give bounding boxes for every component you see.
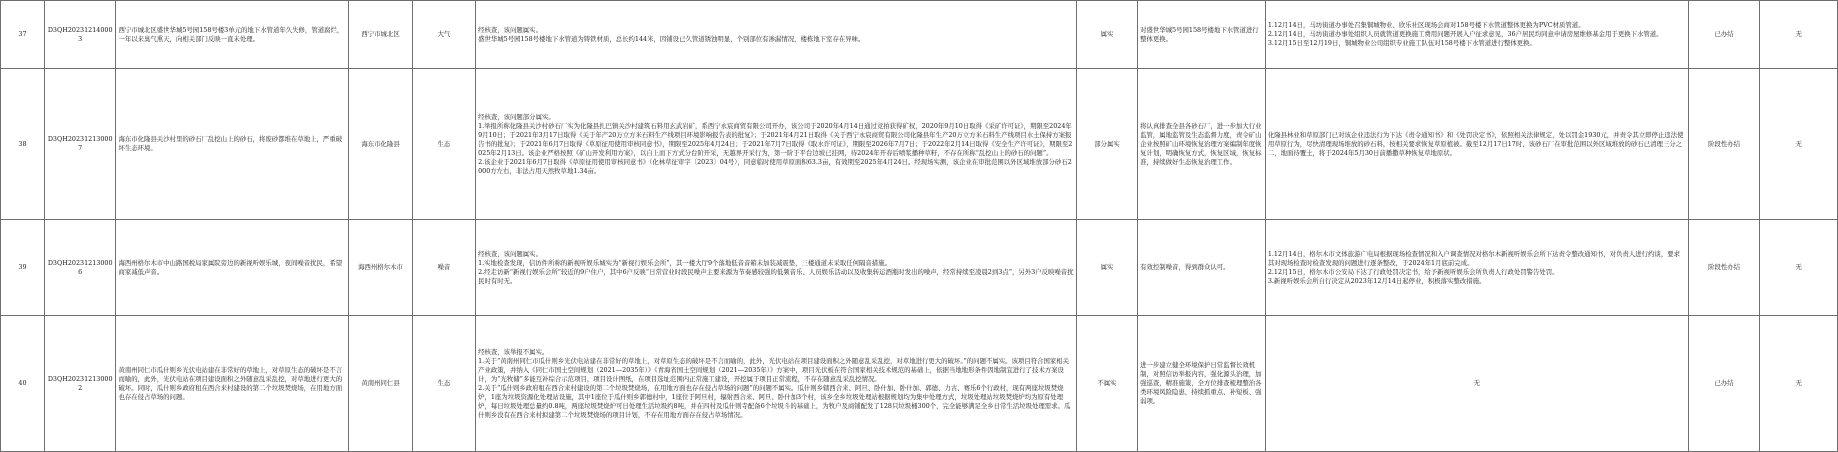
table-row — [1, 69, 1838, 220]
row-accountability: 无 — [1760, 220, 1838, 316]
row-seq: 39 — [1, 220, 45, 316]
row-check — [476, 316, 1077, 452]
table-row — [1, 316, 1838, 452]
row-proposal: 将认真排查全县各砂石厂，进一步加大行业监管，属地监管及生态监督力度，责令矿山企业按照矿山环境恢复治理方案编制年度恢复计划，明确恢复方式，恢复区域，恢复标准，持续做好生态恢复治理工作。 — [1138, 69, 1266, 220]
row-verdict: 不属实 — [1076, 316, 1137, 452]
measure-line: 3.新视听娱乐会所自行决定从2023年12月14日起停业，积极落实整改措施。 — [1267, 276, 1486, 285]
check-line: 经核查，该问题部分属实。 — [478, 112, 555, 121]
row-proposal: 对盛世华城5号园158号楼地下水管道进行整体更换。 — [1138, 1, 1266, 69]
row-seq: 38 — [1, 69, 45, 220]
row-accountability: 无 — [1760, 1, 1838, 69]
row-code: D3QH202312140003 — [44, 1, 116, 69]
row-measures — [1265, 220, 1688, 316]
measure-line: 2.12月14日，马坊街道办事处组织人员就管道更换施工费用问题开展入户征求意见，36户居民均同意申请房屋维修基金用于更换下水管道。 — [1267, 30, 1663, 38]
row-status: 阶段性办结 — [1688, 220, 1760, 316]
measure-line: 1.12月14日，格尔木市文体旅游广电局根据现场检查情况和入户调查情况对格尔木新视听娱乐会所下达责令整改通知书，对负责人进行约谈，要求其对现场检查时检查发现的问题进行逐条整改，于2024年1月底前完成。 — [1267, 249, 1680, 267]
row-check — [476, 220, 1077, 316]
row-accountability: 无 — [1760, 316, 1838, 452]
check-line: 经核查，该举报不属实。 — [478, 347, 549, 356]
row-complaint: 西宁市城北区盛世华城5号园158号楼3单元的地下水管道年久失修，管道腐烂，一年以来臭气熏天，向相关部门反映一直未处理。 — [116, 1, 349, 69]
row-seq: 40 — [1, 316, 45, 452]
measure-line: 无 — [1473, 379, 1480, 387]
row-check — [476, 69, 1077, 220]
row-area: 海西州格尔木市 — [349, 220, 412, 316]
row-area: 海东市化隆县 — [349, 69, 412, 220]
row-check — [476, 1, 1077, 69]
row-complaint: 黄南州同仁市瓜什则乡光伏电站建在非常好的草地上，对草原生态的破坏是不言而喻的，此外，光伏电站在项目建设面积之外随意乱采乱挖，对草地进行更大的破坏。同时，瓜什则乡政府租在西合来村建设的第二个垃圾焚烧场，在用地方面也存在侵占草场的问题。 — [116, 316, 349, 452]
table-row — [1, 220, 1838, 316]
row-status: 已办结 — [1688, 1, 1760, 69]
row-area: 黄南州同仁县 — [349, 316, 412, 452]
row-code: D3QH202312130007 — [44, 69, 116, 220]
check-line: 经核查，该问题属实。 — [478, 249, 542, 258]
check-line: 1.实地检查发现，信访件所称的新视听娱乐城实为“新视行娱乐会所”，其一楼大厅9个落地低音音箱未加装减震垫，三楼通道未采取任何隔音措施。 — [478, 258, 891, 267]
row-measures — [1265, 316, 1688, 452]
table-row — [1, 1, 1838, 69]
row-accountability: 无 — [1760, 69, 1838, 220]
measure-line: 3.12月15日至12月19日，铜城物业公司组织专业施工队伍对158号楼下水管道进行整体更换。 — [1267, 39, 1536, 47]
measure-line: 1.12月14日，马坊街道办事处召集铜城物业、欣乐社区现场会商对158号楼下水管道整体更换为PVC材质管道。 — [1267, 21, 1585, 29]
check-line: 经核查，该问题属实。 — [478, 25, 542, 34]
row-area: 西宁市城北区 — [349, 1, 412, 69]
row-verdict: 部分属实 — [1076, 69, 1137, 220]
row-proposal: 有效控制噪音，得到群众认可。 — [1138, 220, 1266, 316]
row-status: 已办结 — [1688, 316, 1760, 452]
row-status: 阶段性办结 — [1688, 69, 1760, 220]
row-seq: 37 — [1, 1, 45, 69]
row-code: D3QH202312130006 — [44, 220, 116, 316]
check-line: 2.关于“瓜什则乡政府租在西合来村建设的第二个垃圾焚烧场，在用地方面也存在侵占草场的问题”的问题不属实。瓜什则乡辖西合来、阿旦、卧什加、卧什加、郭德、力古、赛乐6个行政村，现有两座垃圾焚烧炉，1座为垃圾资源化处理站设施，其中1座位于瓜什则乡郭德村中，1座位于阿旦村，辐射西合来、阿旦、卧什加3个村，该乡全乡垃圾处理站根据规划均为集中处理方式，垃圾处理站垃圾焚烧炉均为原有处理炉，每日垃圾处理总量约0.8吨，两座垃圾焚烧炉可日处理生活垃圾约8吨，并在四村及瓜什则寺配备6个垃圾斗的基础上，为牧户及商铺配发了128只垃圾桶300个，完全能够满足全乡日常生活垃圾处理需求。瓜什则乡没有在西合来村拟建第二个垃圾焚烧场的项目计划，不存在用地方面存在侵占草场情况。 — [478, 383, 1071, 419]
check-line: 2.经走访新“新视行娱乐会所”较近的9户住户，其中6户反映“日常营业时段民噪声主要来源为节奏感较强的低频音乐、人员娱乐活动以及收集转运酒瓶时发出的噪声，经常持续至凌晨2到3点”，另外3户反映噪音扰民时有时无。 — [478, 267, 1074, 285]
measure-line: 化隆县林业和草原部门已对该企业违法行为下达《责令通知书》和《处罚决定书》，依照相关法律规定，处以罚金1930元，并责令其立即停止违法使用草原行为，尽快清理现场堆放的砂石料，按相关要求恢复草原植被。截至12月17日17时，该砂石厂在审批范围以外区域堆放的砂石已清理三分之二，地面待覆土，将于2024年5月30日前播撒草种恢复草地原状。 — [1267, 130, 1684, 157]
check-line: 2.该企业于2021年6月7日取得《草原征用使用审核同意书》（化林草征审字〔2023〕04号），同意临时使用草原面积63.3亩，有效期至2025年4月24日。经现场实测，该企业在审批范围以外区域堆放部分砂石2000方左右，非法占用天然牧草地1.34亩。 — [478, 157, 1072, 175]
check-line: 盛世华城5号园158号楼地下水管道为铸铁材质，总长约144米，因铺设已久管道锈蚀明显，个别部位有渗漏情况，楼栋地下室存在异味。 — [478, 34, 865, 43]
row-type: 大气 — [412, 1, 475, 69]
row-verdict: 属实 — [1076, 220, 1137, 316]
measure-line: 2.12月15日，格尔木市公安局下达了行政处罚决定书，给予新视听娱乐会所负责人行政处罚警告处罚。 — [1267, 267, 1559, 276]
row-proposal: 进一步建立健全环境保护日常监督长效机制，对照信访举报内容，强化源头治理，加强巡查，精准施策，全方位排查梳理整治各类环境风险隐患，持续抓重点、补短板、强弱项。 — [1138, 316, 1266, 452]
row-type: 生态 — [412, 316, 475, 452]
row-verdict: 属实 — [1076, 1, 1137, 69]
row-code: D3QH202312130002 — [44, 316, 116, 452]
row-measures — [1265, 1, 1688, 69]
check-line: 1.举报所称化隆县关沙村砂石厂实为化隆县扎巴镇关沙村建筑石料用玄武岩矿，系西宁永宸商贸有限公司开办，该公司于2020年4月14日通过竞拍获得矿权，2020年9月10日取得《采矿许可证》，期限至2024年9月10日；于2021年3月17日取得《关于年产20万立方米石料生产线项目环境影响报告表的批复》；于2021年4月21日取得《关于西宁永宸商贸有限公司化隆县年生产20万立方米石料生产线项目水土保持方案报告书的批复》；于2021年6月7日取得《草原征用使用审核同意书》，期限至2025年4月24日；于2021年7月7日取得《取水许可证》，期限至2026年7月7日；于2022年2月14日取得《安全生产许可证》，期限至2025年2月13日。该企业严格按照《矿山开发利用方案》，以自上而下方式分台阶开采，无越界开采行为，第一阶于平台边坡已挂网，待2024年开春后喷浆播种草籽，不存在所称“乱挖山上的砂石的问题”。 — [478, 121, 1073, 157]
row-type: 噪音 — [412, 220, 475, 316]
check-line: 1.关于“黄南州同仁市瓜什则乡光伏电站建在非常好的草地上，对草原生态的破坏是不言而喻的，此外，光伏电站在项目建设面积之外随意乱采乱挖，对草地进行更大的破坏。”的问题不属实。该项目符合国家相关产业政策，并纳入《同仁市国土空间规划（2021—2035年）》《青海省国土空间规划（2021—2035年）》方案中，项目光伏板在符合国家相关技术规范的基础上，依据当地地形条件因地制宜进行了技术方案设计，为“光牧储”多能互补综合示范项目，项目设计图纸，在项目选址范围内正常施工建设，开挖属于项目正常流程，不存在随意乱采乱挖情况。 — [478, 356, 1070, 383]
row-complaint: 海东市化隆县关沙村里的砂石厂乱挖山上的砂石，将废砂都堆在草地上，严重破坏生态环境。 — [116, 69, 349, 220]
row-complaint: 海西州格尔木市中山路国税局家属院旁边的新视听娱乐城，夜间噪音扰民，希望商家减低声音。 — [116, 220, 349, 316]
row-type: 生态 — [412, 69, 475, 220]
row-measures — [1265, 69, 1688, 220]
